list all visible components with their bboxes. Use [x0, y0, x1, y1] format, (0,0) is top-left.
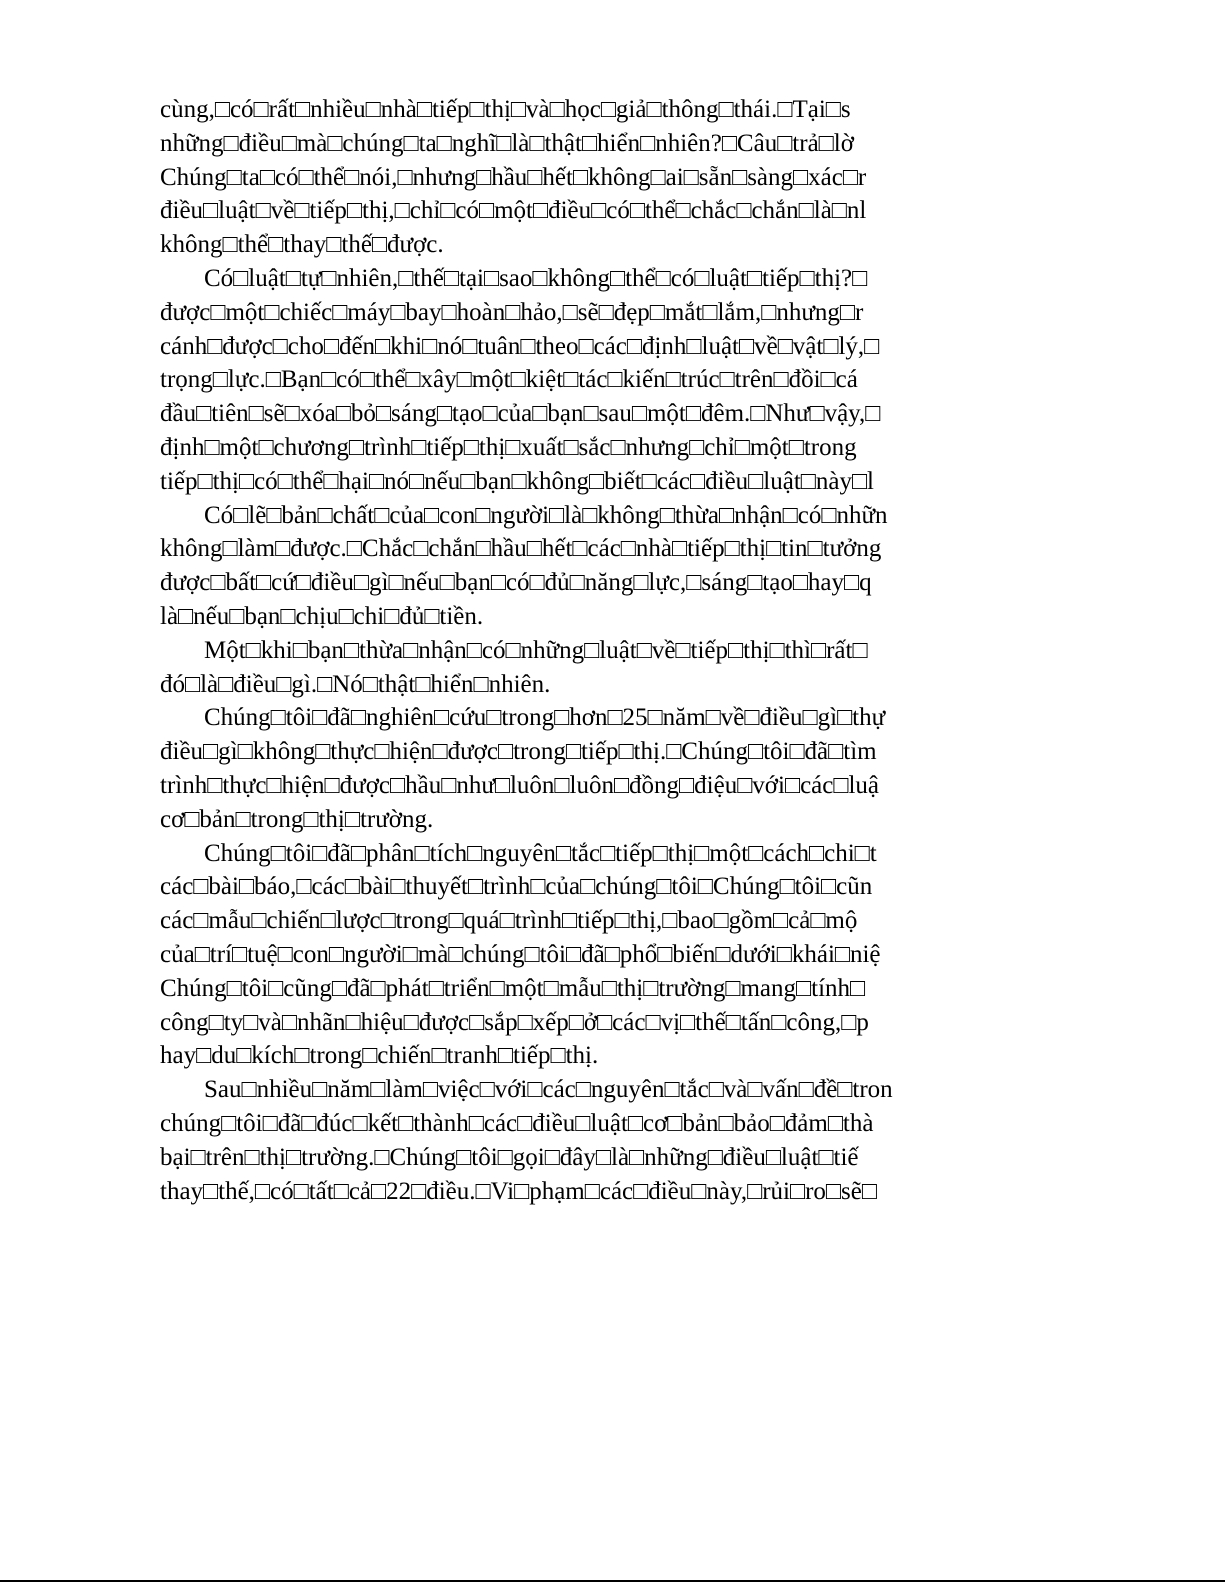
text-line: điều□gì□không□thực□hiện□được□trong□tiếp□thị.□Chúng□tôi□đã□tìm	[160, 738, 877, 766]
text-line: hay□du□kích□trong□chiến□tranh□tiếp□thị.	[160, 1042, 599, 1070]
page-bottom-divider	[0, 1580, 1225, 1582]
text-line: là□nếu□bạn□chịu□chi□đủ□tiền.	[160, 602, 484, 630]
text-line: điều□luật□về□tiếp□thị,□chỉ□có□một□điều□có□thể□chắc□chắn□là□nl	[160, 197, 867, 225]
text-line: cánh□được□cho□đến□khi□nó□tuân□theo□các□định□luật□về□vật□lý,□	[160, 332, 880, 360]
text-line: của□trí□tuệ□con□người□mà□chúng□tôi□đã□phổ□biến□dưới□khái□niệ	[160, 940, 881, 968]
paragraph-first-line: Có□lẽ□bản□chất□của□con□người□là□không□thừa□nhận□có□nhữn	[204, 501, 888, 529]
text-line: bại□trên□thị□trường.□Chúng□tôi□gọi□đây□là□những□điều□luật□tiế	[160, 1143, 859, 1171]
text-line: định□một□chương□trình□tiếp□thị□xuất□sắc□nhưng□chỉ□một□trong	[160, 433, 857, 461]
paragraph-first-line: Một□khi□bạn□thừa□nhận□có□những□luật□về□tiếp□thị□thì□rất□	[204, 636, 868, 664]
text-line: thay□thế,□có□tất□cả□22□điều.□Vi□phạm□các□điều□này,□rủi□ro□sẽ□	[160, 1177, 877, 1205]
text-line: những□điều□mà□chúng□ta□nghĩ□là□thật□hiển□nhiên?□Câu□trả□lờ	[160, 129, 854, 157]
text-line: đầu□tiên□sẽ□xóa□bỏ□sáng□tạo□của□bạn□sau□một□đêm.□Như□vậy,□	[160, 400, 881, 428]
text-line: Chúng□ta□có□thể□nói,□nhưng□hầu□hết□không□ai□sẵn□sàng□xác□r	[160, 163, 867, 191]
text-line: được□bất□cứ□điều□gì□nếu□bạn□có□đủ□năng□lực,□sáng□tạo□hay□q	[160, 569, 872, 597]
text-line: không□thể□thay□thế□được.	[160, 231, 444, 259]
text-line: cơ□bản□trong□thị□trường.	[160, 805, 434, 833]
paragraph-first-line: Chúng□tôi□đã□nghiên□cứu□trong□hơn□25□năm□về□điều□gì□thự	[204, 704, 886, 732]
text-line: đó□là□điều□gì.□Nó□thật□hiển□nhiên.	[160, 670, 551, 698]
paragraph-first-line: Sau□nhiều□năm□làm□việc□với□các□nguyên□tắc□và□vấn□đề□tron	[204, 1076, 893, 1104]
paragraph-first-line: Chúng□tôi□đã□phân□tích□nguyên□tắc□tiếp□thị□một□cách□chi□t	[204, 839, 877, 867]
text-line: chúng□tôi□đã□đúc□kết□thành□các□điều□luật□cơ□bản□bảo□đảm□thà	[160, 1109, 874, 1137]
text-line: trọng□lực.□Bạn□có□thể□xây□một□kiệt□tác□kiến□trúc□trên□đồi□cá	[160, 366, 858, 394]
text-line: cùng,□có□rất□nhiều□nhà□tiếp□thị□và□học□giả□thông□thái.□Tại□s	[160, 96, 851, 123]
body-text	[160, 93, 1093, 1208]
text-line: được□một□chiếc□máy□bay□hoàn□hảo,□sẽ□đẹp□mắt□lắm,□nhưng□r	[160, 298, 864, 326]
text-line: không□làm□được.□Chắc□chắn□hầu□hết□các□nhà□tiếp□thị□tin□tưởng	[160, 535, 882, 563]
text-line: trình□thực□hiện□được□hầu□như□luôn□luôn□đồng□điệu□với□các□luậ	[160, 771, 879, 799]
text-line: Chúng□tôi□cũng□đã□phát□triển□một□mẫu□thị□trường□mang□tính□	[160, 974, 866, 1002]
text-line: các□bài□báo,□các□bài□thuyết□trình□của□chúng□tôi□Chúng□tôi□cũn	[160, 873, 873, 901]
text-line: các□mẫu□chiến□lược□trong□quá□trình□tiếp□thị,□bao□gồm□cả□mộ	[160, 907, 858, 935]
text-line: tiếp□thị□có□thể□hại□nó□nếu□bạn□không□biết□các□điều□luật□này□l	[160, 467, 875, 495]
text-line: công□ty□và□nhãn□hiệu□được□sắp□xếp□ở□các□vị□thế□tấn□công,□p	[160, 1008, 869, 1036]
paragraph-first-line: Có□luật□tự□nhiên,□thế□tại□sao□không□thể□có□luật□tiếp□thị?□	[204, 264, 868, 292]
